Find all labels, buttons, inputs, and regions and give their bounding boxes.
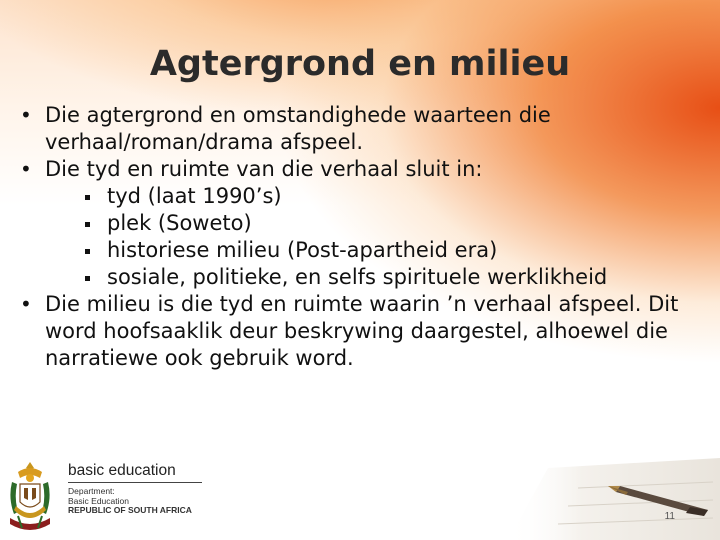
bullet-text: Die tyd en ruimte van die verhaal sluit in:	[45, 157, 483, 181]
bullet-item	[18, 156, 718, 183]
bullet-dot: •	[20, 157, 32, 181]
sub-bullet-square	[85, 222, 90, 227]
slide-footer	[0, 458, 720, 540]
bullet-item	[18, 102, 718, 156]
org-line: Basic Education	[68, 495, 129, 506]
sub-bullet-text: sosiale, politieke, en selfs spirituele werklikheid	[107, 265, 608, 289]
bullet-text: Die milieu is die tyd en ruimte waarin ’n verhaal afspeel. Dit word hoofsaaklik deur beskrywing daargestel, alhoewel die narratiewe ook gebruik word.	[45, 292, 679, 370]
slide-title: Agtergrond en milieu	[149, 44, 571, 84]
sub-bullet-square	[85, 276, 90, 281]
bullet-item	[18, 291, 718, 372]
fountain-pen-icon	[508, 458, 720, 540]
sub-bullet-text: plek (Soweto)	[107, 211, 252, 235]
org-line: Department:	[68, 486, 115, 496]
sub-bullet-item	[18, 210, 718, 237]
coat-of-arms-icon	[4, 458, 56, 536]
sub-bullet-text: tyd (laat 1990’s)	[107, 184, 282, 208]
sub-bullet-item	[18, 264, 718, 291]
sub-bullet-square	[85, 249, 90, 254]
slide-body	[18, 102, 718, 372]
sub-bullet-item	[18, 183, 718, 210]
page-number: 11	[664, 511, 675, 522]
sub-bullet-square	[85, 195, 90, 200]
org-divider	[68, 482, 202, 483]
sub-bullet-item	[18, 237, 718, 264]
bullet-dot: •	[20, 103, 32, 127]
org-line: REPUBLIC OF SOUTH AFRICA	[68, 505, 192, 515]
bullet-text: Die agtergrond en omstandighede waarteen die verhaal/roman/drama afspeel.	[45, 103, 551, 154]
org-name: basic education	[68, 462, 176, 479]
sub-bullet-text: historiese milieu (Post-apartheid era)	[107, 238, 498, 262]
department-logo-text	[68, 462, 202, 516]
bullet-dot: •	[20, 292, 32, 316]
